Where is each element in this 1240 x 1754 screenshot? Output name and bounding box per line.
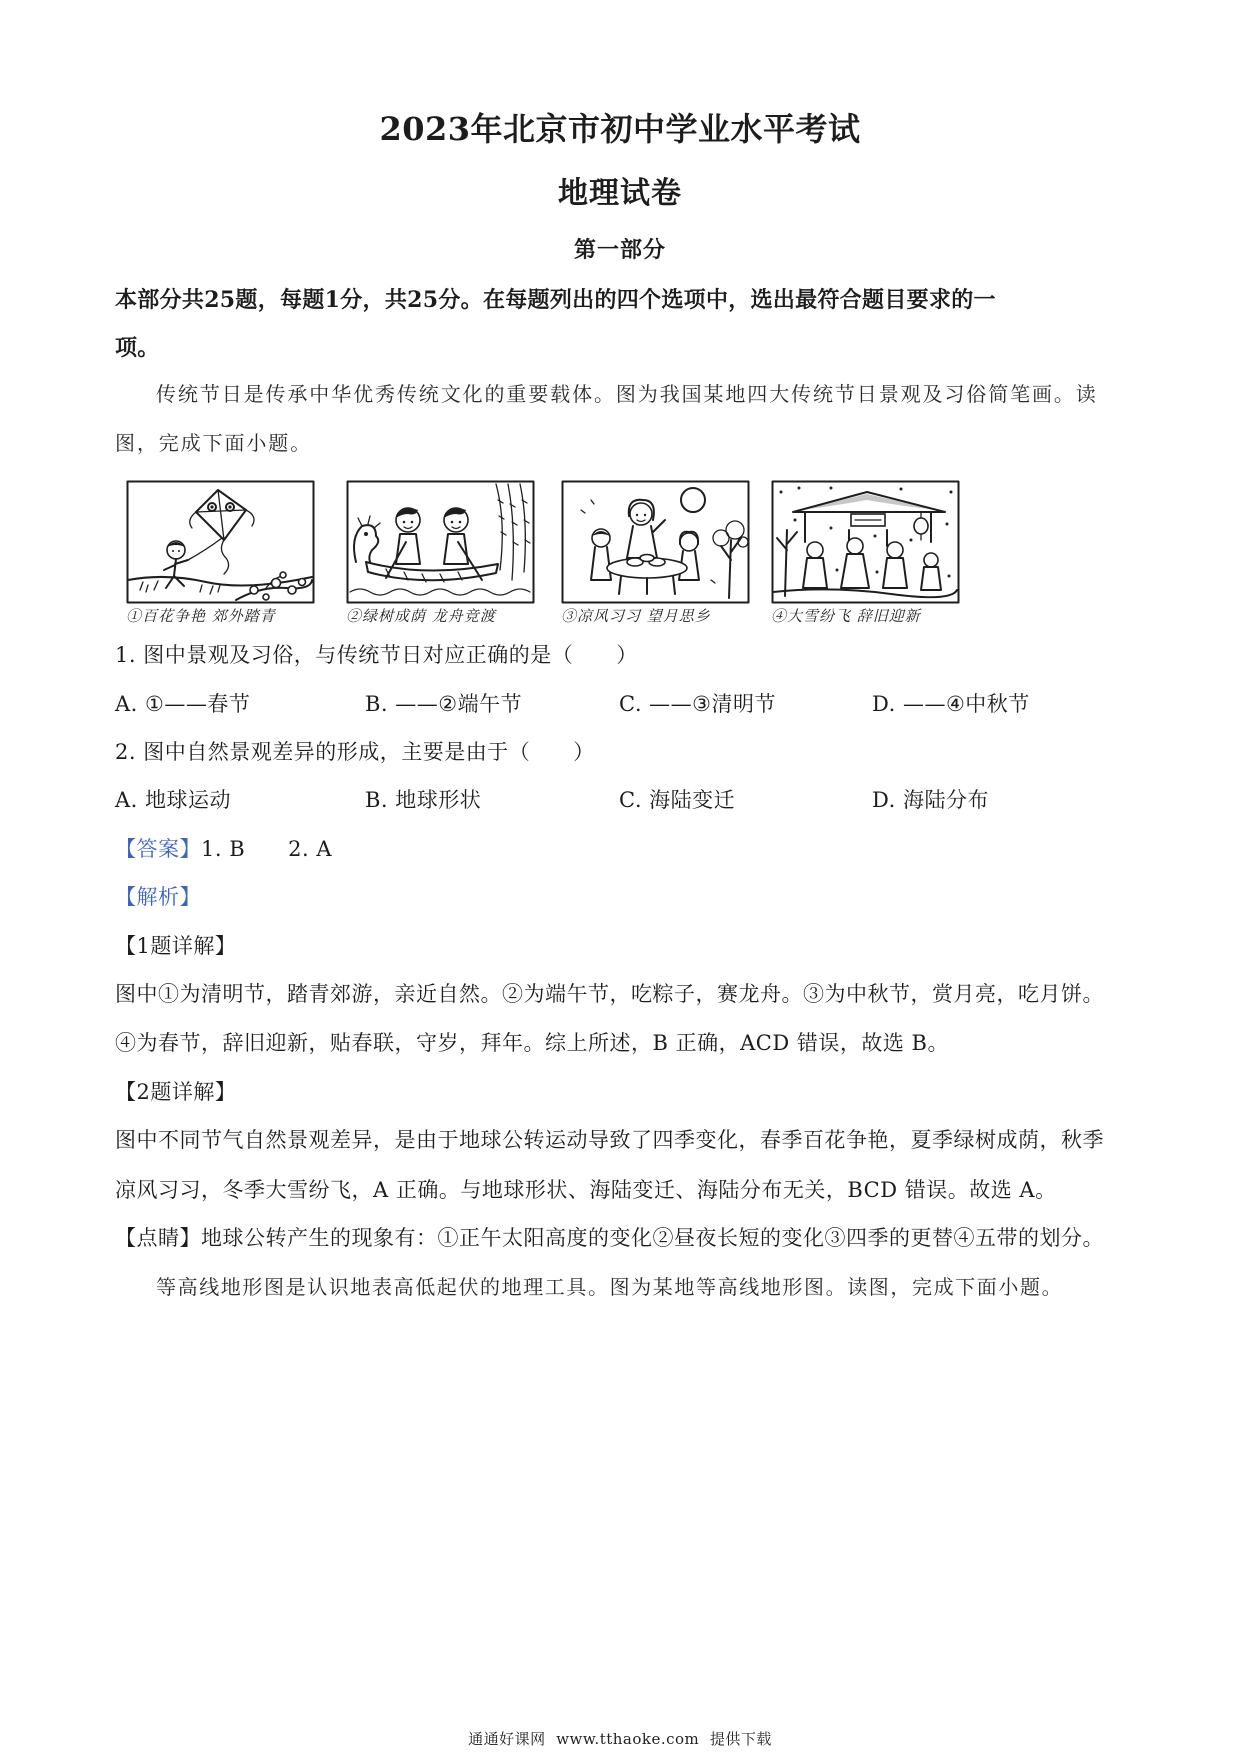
question-2-stem: 2. 图中自然景观差异的形成，主要是由于（ ）: [115, 740, 595, 764]
willow-tree-drawing: [496, 484, 530, 580]
boat-hull-drawing: [366, 562, 498, 582]
illustration-panel-4: [771, 480, 960, 626]
section-heading: 第一部分: [573, 237, 666, 263]
running-child-drawing: [164, 541, 188, 588]
answer-label: 【答案】: [115, 837, 201, 861]
water-waves: [350, 589, 530, 595]
question-2-option-b: B. 地球形状: [365, 788, 482, 812]
q2-detail-title: 【2题详解】: [115, 1080, 237, 1104]
intro-line-2: 图，完成下面小题。: [115, 431, 313, 455]
paper-subtitle: 地理试卷: [558, 176, 682, 211]
panel-frame: [563, 482, 749, 603]
caption-2: ②绿树成荫 龙舟竞渡: [346, 607, 496, 625]
kite-drawing: [188, 490, 254, 574]
exam-title: 2023年北京市初中学业水平考试: [379, 110, 861, 148]
illustration-panel-3: [561, 480, 750, 626]
q1-detail-title: 【1题详解】: [115, 934, 237, 958]
tip-text: 地球公转产生的现象有：①正午太阳高度的变化②昼夜长短的变化③四季的更替④五带的划分。: [201, 1226, 1104, 1250]
q1-detail-line-2: ④为春节，辞旧迎新，贴春联，守岁，拜年。综上所述，B 正确，ACD 错误，故选 B。: [115, 1031, 949, 1055]
question-1-option-c: C. ——③清明节: [619, 692, 776, 716]
dragon-boat-drawing: [346, 480, 535, 604]
question-1-option-a: A. ①——春节: [115, 692, 251, 716]
lantern-drawing: [914, 512, 928, 540]
rower-left-drawing: [386, 508, 420, 578]
page-footer: 通通好课网 www.tthaoke.com 提供下载: [468, 1730, 772, 1748]
q2-detail-line-2: 凉风习习，冬季大雪纷飞，A 正确。与地球形状、海陆变迁、海陆分布无关，BCD 错误。故选 A。: [115, 1178, 1057, 1202]
intro-line-1: 传统节日是传承中华优秀传统文化的重要载体。图为我国某地四大传统节日景观及习俗简笔画。读: [156, 382, 1098, 406]
panel-frame: [348, 482, 534, 603]
table-with-mooncakes: [607, 555, 687, 595]
question-2-option-a: A. 地球运动: [115, 788, 232, 812]
tip-line: [115, 1225, 1104, 1251]
caption-1: ①百花争艳 郊外踏青: [126, 607, 276, 625]
illustration-panel-1: [126, 480, 315, 626]
question-1-stem: 1. 图中景观及习俗，与传统节日对应正确的是（ ）: [115, 643, 638, 667]
full-moon: [681, 488, 705, 512]
instructions-line-2: 项。: [115, 335, 160, 361]
question-2-option-c: C. 海陆变迁: [619, 788, 736, 812]
moon-viewing-drawing: [561, 480, 750, 604]
answer-text: 1. B 2. A: [201, 837, 333, 861]
autumn-tree-drawing: [713, 521, 748, 598]
question-1-option-d: D. ——④中秋节: [872, 692, 1030, 716]
analysis-label: 【解析】: [115, 885, 201, 909]
q2-detail-line-1: 图中不同节气自然景观差异，是由于地球公转运动导致了四季变化，春季百花争艳，夏季绿树成荫，秋季: [115, 1128, 1104, 1152]
spring-outing-drawing: [126, 480, 315, 604]
caption-3: ③凉风习习 望月思乡: [561, 607, 711, 625]
caption-4: ④大雪纷飞 辞旧迎新: [771, 607, 921, 625]
tip-label: 【点睛】: [115, 1226, 201, 1250]
mother-drawing: [627, 500, 665, 558]
illustration-panel-2: [346, 480, 535, 626]
snowy-tree-drawing: [777, 530, 797, 596]
child-left-drawing: [591, 529, 611, 580]
spring-festival-snow-drawing: [771, 480, 960, 604]
answer-line: [115, 836, 332, 862]
dragon-head-drawing: [354, 516, 380, 562]
question-2-option-d: D. 海陆分布: [872, 788, 989, 812]
next-intro: 等高线地形图是认识地表高低起伏的地理工具。图为某地等高线地形图。读图，完成下面小题。: [156, 1275, 1064, 1299]
question-1-option-b: B. ——②端午节: [365, 692, 523, 716]
q1-detail-line-1: 图中①为清明节，踏青郊游，亲近自然。②为端午节，吃粽子，赛龙舟。③为中秋节，赏月亮，吃月饼。: [115, 982, 1104, 1006]
family-drawing: [803, 538, 941, 590]
instructions-line-1: 本部分共25题，每题1分，共25分。在每题列出的四个选项中，选出最符合题目要求的一: [115, 287, 996, 313]
